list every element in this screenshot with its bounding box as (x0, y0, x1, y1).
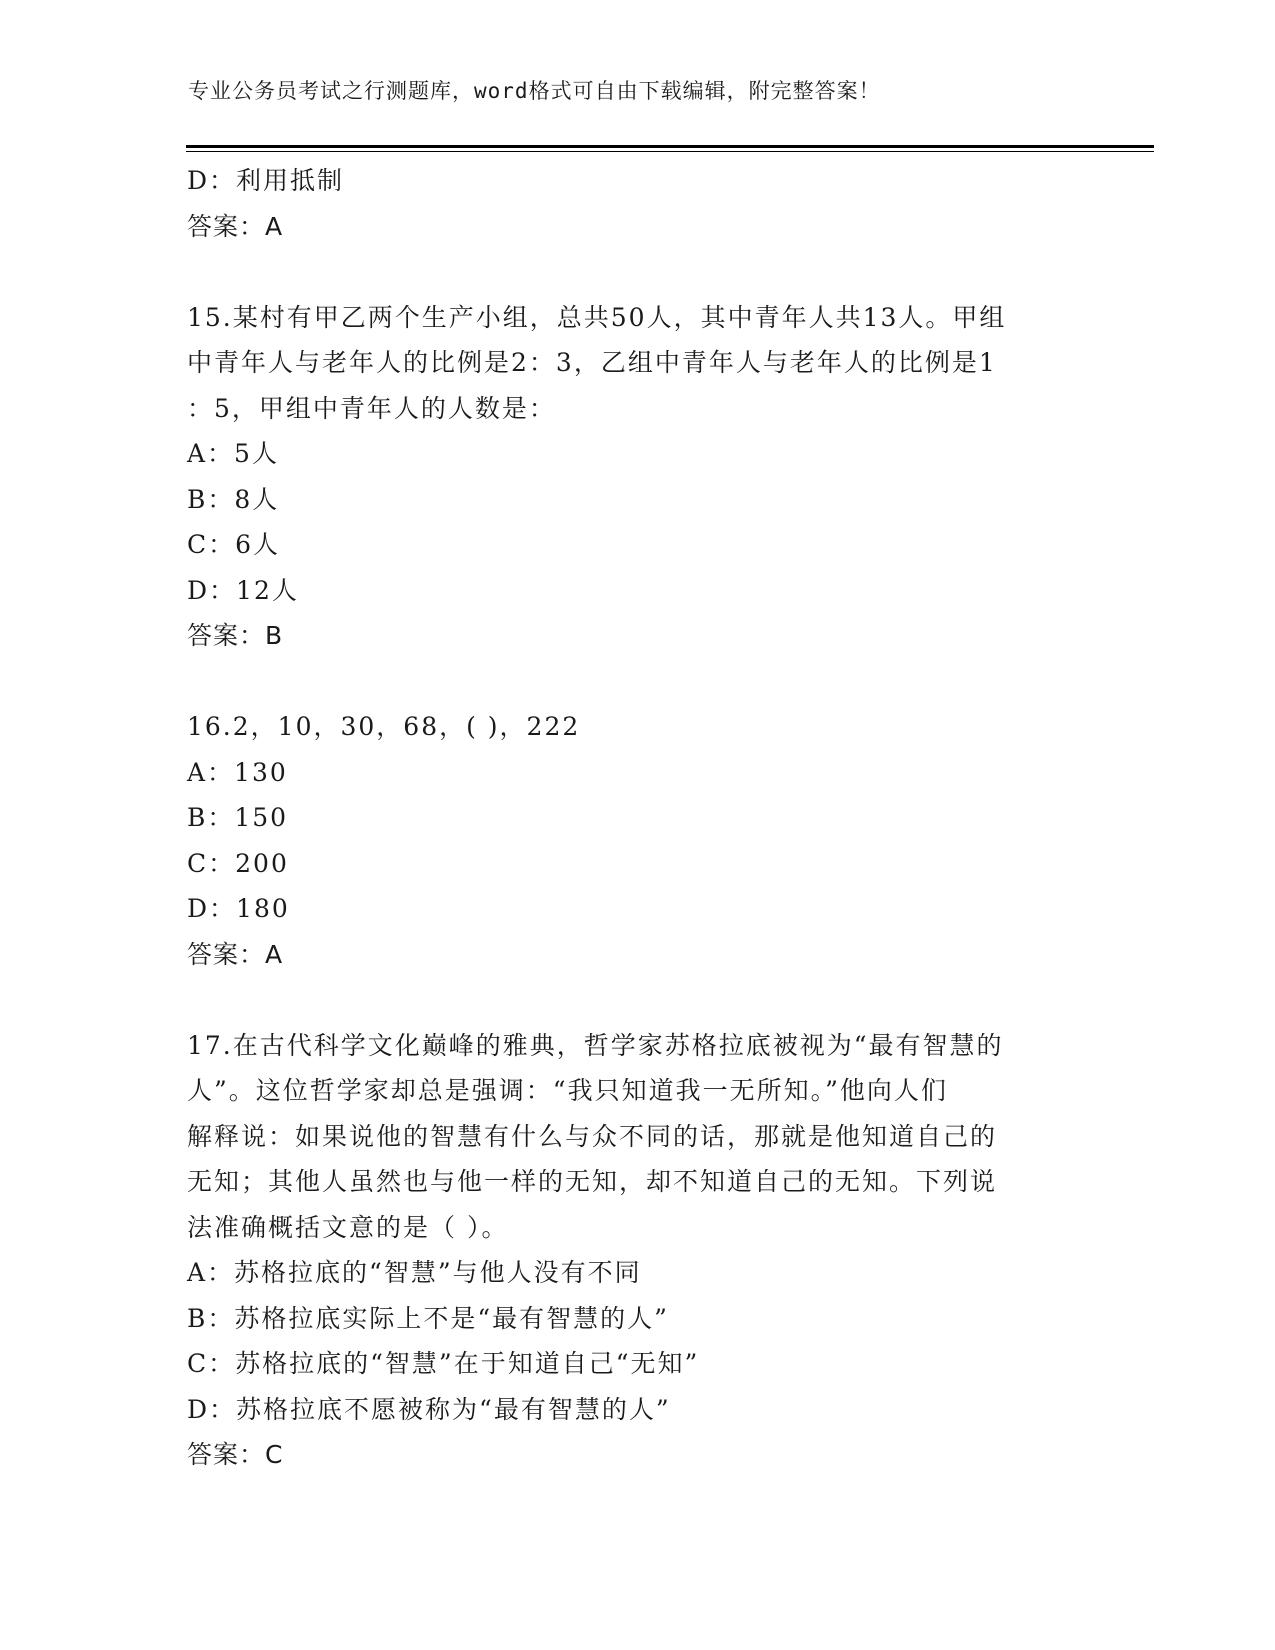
question-stem-line: ：5，甲组中青年人的人数是： (187, 393, 556, 423)
question-stem-line: 解释说：如果说他的智慧有什么与众不同的话，那就是他知道自己的 (187, 1121, 998, 1151)
option-c: C：6人 (187, 530, 281, 559)
spacer (187, 659, 1087, 705)
question-stem-line: 人”。这位哲学家却总是强调：“我只知道我一无所知。”他向人们 (187, 1076, 948, 1105)
option-b: B：8人 (187, 484, 280, 514)
header-rule-thin (186, 151, 1154, 152)
carryover-option-d: D：利用抵制 (187, 166, 345, 195)
option-d: D：苏格拉底不愿被称为“最有智慧的人” (187, 1394, 671, 1424)
answer: 答案：A (187, 939, 284, 969)
question-stem-line: 17.在古代科学文化巅峰的雅典，哲学家苏格拉底被视为“最有智慧的 (187, 1030, 1004, 1060)
option-a: A：苏格拉底的“智慧”与他人没有不同 (187, 1258, 642, 1287)
option-d: D：180 (187, 894, 290, 923)
option-c: C：200 (187, 848, 289, 878)
question-stem-line: 中青年人与老年人的比例是2：3，乙组中青年人与老年人的比例是1 (187, 348, 997, 377)
option-b: B：苏格拉底实际上不是“最有智慧的人” (187, 1303, 669, 1333)
question-15 (187, 295, 1087, 659)
question-stem-line: 法准确概括文意的是（ ）。 (187, 1212, 509, 1242)
option-b: B：150 (187, 803, 289, 832)
option-a: A：5人 (187, 439, 279, 468)
header-rule-thick (186, 145, 1154, 148)
page-header: 专业公务员考试之行测题库，word格式可自由下载编辑，附完整答案！ (188, 79, 881, 103)
question-content (187, 158, 1087, 1478)
option-a: A：130 (187, 757, 288, 787)
option-d: D：12人 (187, 575, 299, 605)
spacer (187, 977, 1087, 1023)
answer: 答案：C (187, 1440, 284, 1469)
question-16 (187, 704, 1087, 977)
carryover-answer: 答案：A (187, 211, 284, 241)
question-stem-line: 15.某村有甲乙两个生产小组，总共50人，其中青年人共13人。甲组 (187, 302, 1007, 332)
question-17 (187, 1023, 1087, 1478)
question-stem-line: 无知；其他人虽然也与他一样的无知，却不知道自己的无知。下列说 (187, 1167, 998, 1196)
question-stem-line: 16.2，10，30，68，( )，222 (187, 712, 581, 741)
option-c: C：苏格拉底的“智慧”在于知道自己“无知” (187, 1349, 700, 1378)
answer: 答案：B (187, 621, 284, 650)
spacer (187, 249, 1087, 295)
